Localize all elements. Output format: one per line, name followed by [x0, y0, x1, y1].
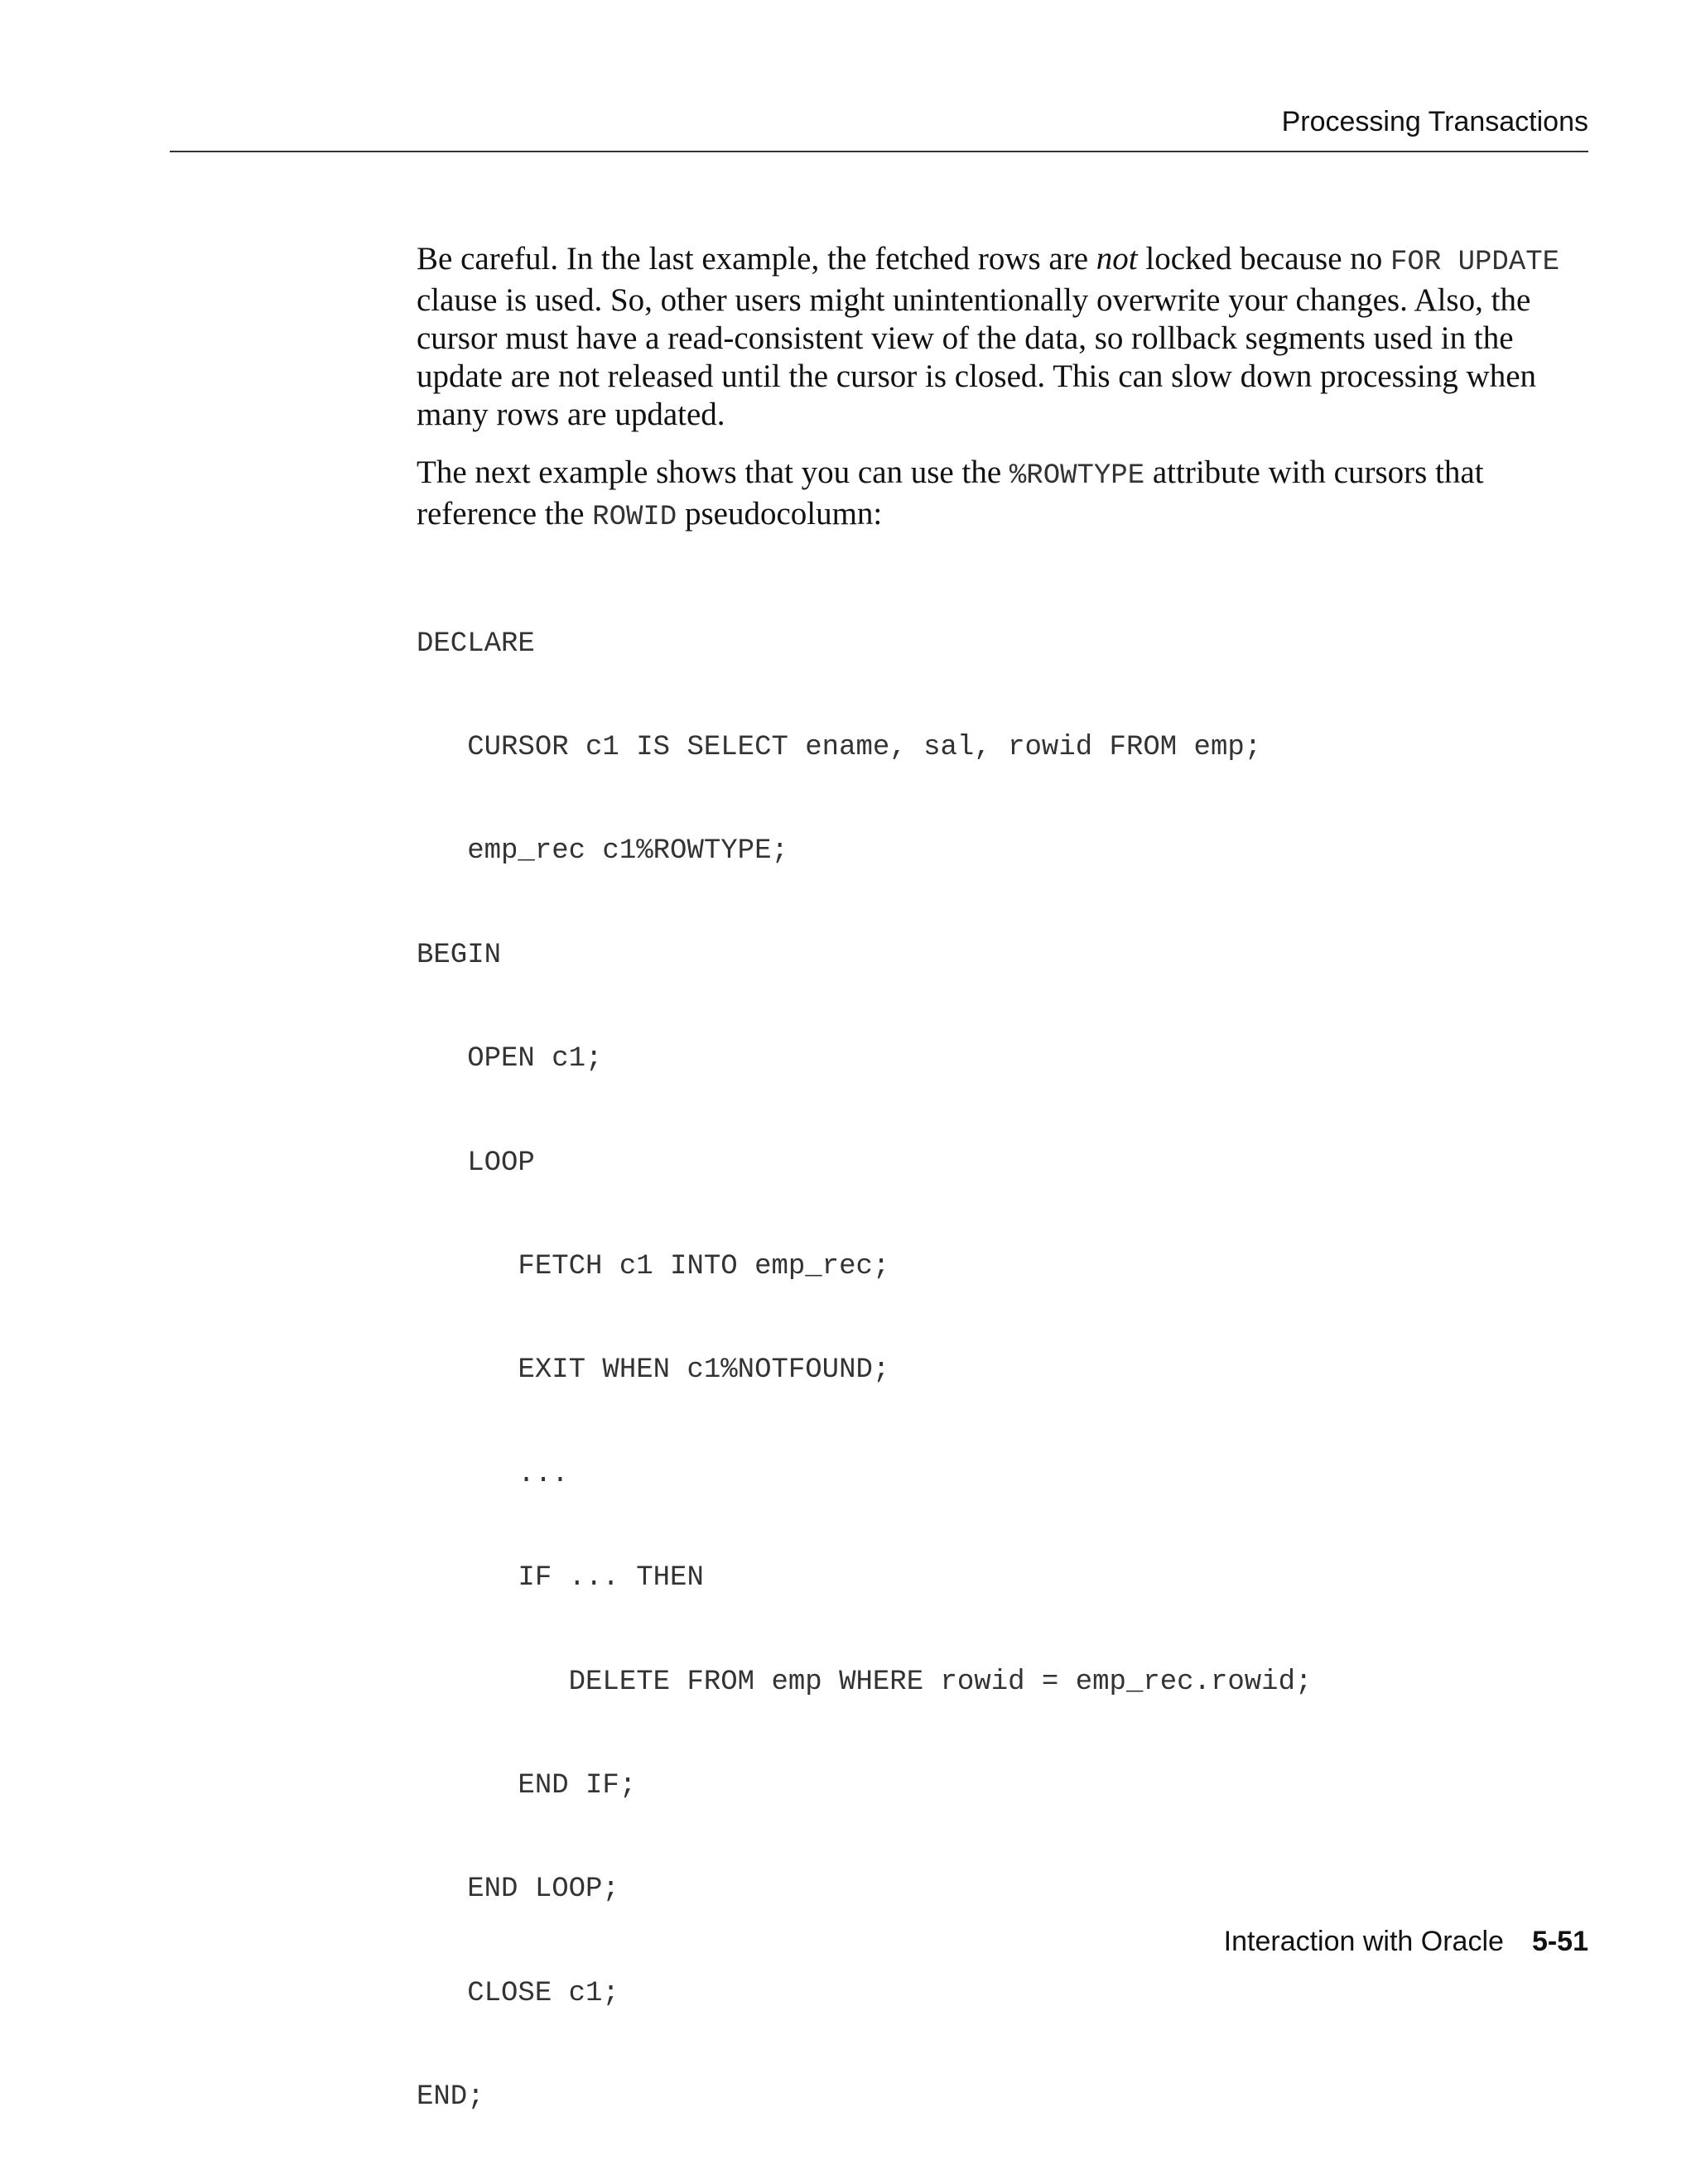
running-header: Processing Transactions — [1281, 106, 1588, 137]
code-line: ... — [417, 1458, 569, 1490]
paragraph-rowtype — [417, 454, 1592, 536]
code-line: EXIT WHEN c1%NOTFOUND; — [417, 1354, 890, 1387]
code-line: END LOOP; — [417, 1874, 619, 1906]
header-rule — [170, 151, 1588, 152]
code-line: CLOSE c1; — [417, 1977, 619, 2009]
code-line: DELETE FROM emp WHERE rowid = emp_rec.rowid; — [417, 1666, 1313, 1698]
para1-text-1: Be careful. In the last example, the fetched rows are — [417, 241, 1096, 277]
inline-code-rowtype: %ROWTYPE — [1009, 460, 1145, 492]
paragraph-caution — [417, 240, 1592, 434]
para2-text-3: pseudocolumn: — [677, 496, 883, 532]
inline-code-rowid: ROWID — [592, 502, 677, 533]
code-line: IF ... THEN — [417, 1562, 704, 1595]
code-line: BEGIN — [417, 939, 502, 971]
para1-text-3: clause is used. So, other users might unintentionally overwrite your changes. Also, the cursor must have a read-consistent view of the data, so rollback segments used in the update are not released until the cursor is closed. This can slow down processing when many rows are updated. — [417, 282, 1537, 432]
footer-chapter: Interaction with Oracle — [1223, 1926, 1504, 1957]
para2-text-2: attribute with cursors that reference the — [417, 455, 1484, 532]
page-content — [417, 240, 1592, 2184]
code-line: emp_rec c1%ROWTYPE; — [417, 835, 788, 868]
code-line: FETCH c1 INTO emp_rec; — [417, 1250, 890, 1282]
para1-text-2: locked because no — [1137, 241, 1391, 277]
inline-code-for-update: FOR UPDATE — [1390, 247, 1560, 278]
page-footer — [1224, 1926, 1588, 1958]
para2-text-1: The next example shows that you can use the — [417, 455, 1009, 490]
code-line: CURSOR c1 IS SELECT ename, sal, rowid FROM emp; — [417, 731, 1262, 763]
code-line: END; — [417, 2081, 484, 2114]
code-line: END IF; — [417, 1769, 637, 1802]
page-number: 5-51 — [1531, 1926, 1588, 1957]
para1-emphasis: not — [1096, 241, 1138, 277]
code-line: OPEN c1; — [417, 1043, 603, 1075]
code-line: DECLARE — [417, 628, 535, 660]
code-line: LOOP — [417, 1147, 535, 1179]
